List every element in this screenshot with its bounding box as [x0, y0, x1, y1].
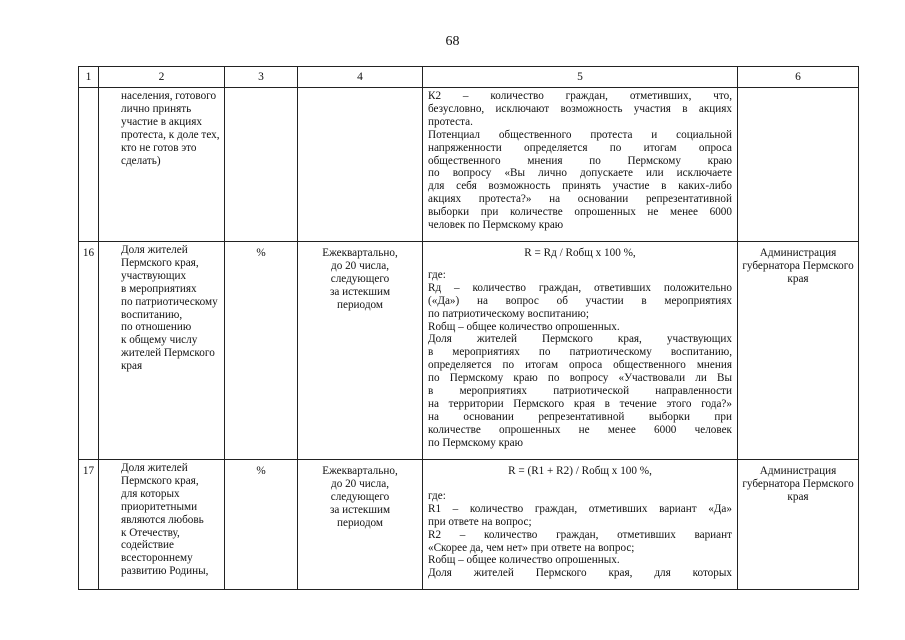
method-cell: R = (R1 + R2) / Rобщ х 100 %, где: R1 – количество граждан, отметивших вариант «Да» при ответе на вопрос; R2 – количество граждан, отметивших вариант «Скорее да, чем нет» при ответе на вопрос; Rобщ – общее количество опрошенных. Доля жителей Пермского края, для которых: [423, 460, 738, 590]
table-row: [79, 242, 859, 460]
formula: R = Rд / Rобщ х 100 %,: [524, 247, 636, 259]
formula: R = (R1 + R2) / Rобщ х 100 %,: [508, 465, 652, 477]
period-cell: Ежеквартально, до 20 числа, следующего за истекшим периодом: [298, 460, 423, 590]
table-header-row: [79, 67, 859, 88]
header-cell: 3: [225, 67, 298, 88]
header-cell: 2: [99, 67, 225, 88]
row-number: 17: [79, 460, 99, 590]
header-cell: 4: [298, 67, 423, 88]
indicator-name: Доля жителей Пермского края, участвующих в мероприятиях по патриотическому воспитанию, по отношению к общему числу жителей Пермского края: [99, 242, 225, 460]
responsible-cell: [738, 88, 859, 242]
header-cell: 6: [738, 67, 859, 88]
method-cell: К2 – количество граждан, отметивших, что, безусловно, исключают возможность участия в акциях протеста. Потенциал общественного протеста и социальной напряженности определяется по итогам опроса общественного мнения по Пермскому краю по вопросу «Вы лично допускаете или исключаете для себя возможность принять участие в каких-либо акциях протеста?» на основании репрезентативной выборки при количестве опрошенных не менее 6000 человек по Пермскому краю: [423, 88, 738, 242]
responsible-cell: Администрация губернатора Пермского края: [738, 460, 859, 590]
period-cell: Ежеквартально, до 20 числа, следующего за истекшим периодом: [298, 242, 423, 460]
table-row: [79, 88, 859, 242]
period-cell: [298, 88, 423, 242]
unit-cell: [225, 88, 298, 242]
page-number: 68: [445, 34, 460, 49]
row-number: 16: [79, 242, 99, 460]
header-cell: 1: [79, 67, 99, 88]
method-cell: R = Rд / Rобщ х 100 %, где: Rд – количество граждан, ответивших положительно («Да») на вопрос об участии в мероприятиях по патриотическому воспитанию; Rобщ – общее количество опрошенных. Доля жителей Пермского края, участвующих в мероприятиях по патриотическому воспитанию, определяется по итогам опроса общественного мнения по Пермскому краю по вопросу «Участвовали ли Вы в мероприятиях патриотической направленности на территории Пермского края в течение этого года?» на основании репрезентативной выборки при количестве опрошенных не менее 6000 человек по Пермскому краю: [423, 242, 738, 460]
table-row: [79, 460, 859, 590]
responsible-cell: Администрация губернатора Пермского края: [738, 242, 859, 460]
indicators-table: [78, 66, 859, 590]
header-cell: 5: [423, 67, 738, 88]
indicator-name: населения, готового лично принять участие в акциях протеста, к доле тех, кто не готов это сделать): [99, 88, 225, 242]
unit-cell: %: [225, 460, 298, 590]
indicator-name: Доля жителей Пермского края, для которых приоритетными являются любовь к Отечеству, содействие всестороннему развитию Родины,: [99, 460, 225, 590]
unit-cell: %: [225, 242, 298, 460]
row-number: [79, 88, 99, 242]
